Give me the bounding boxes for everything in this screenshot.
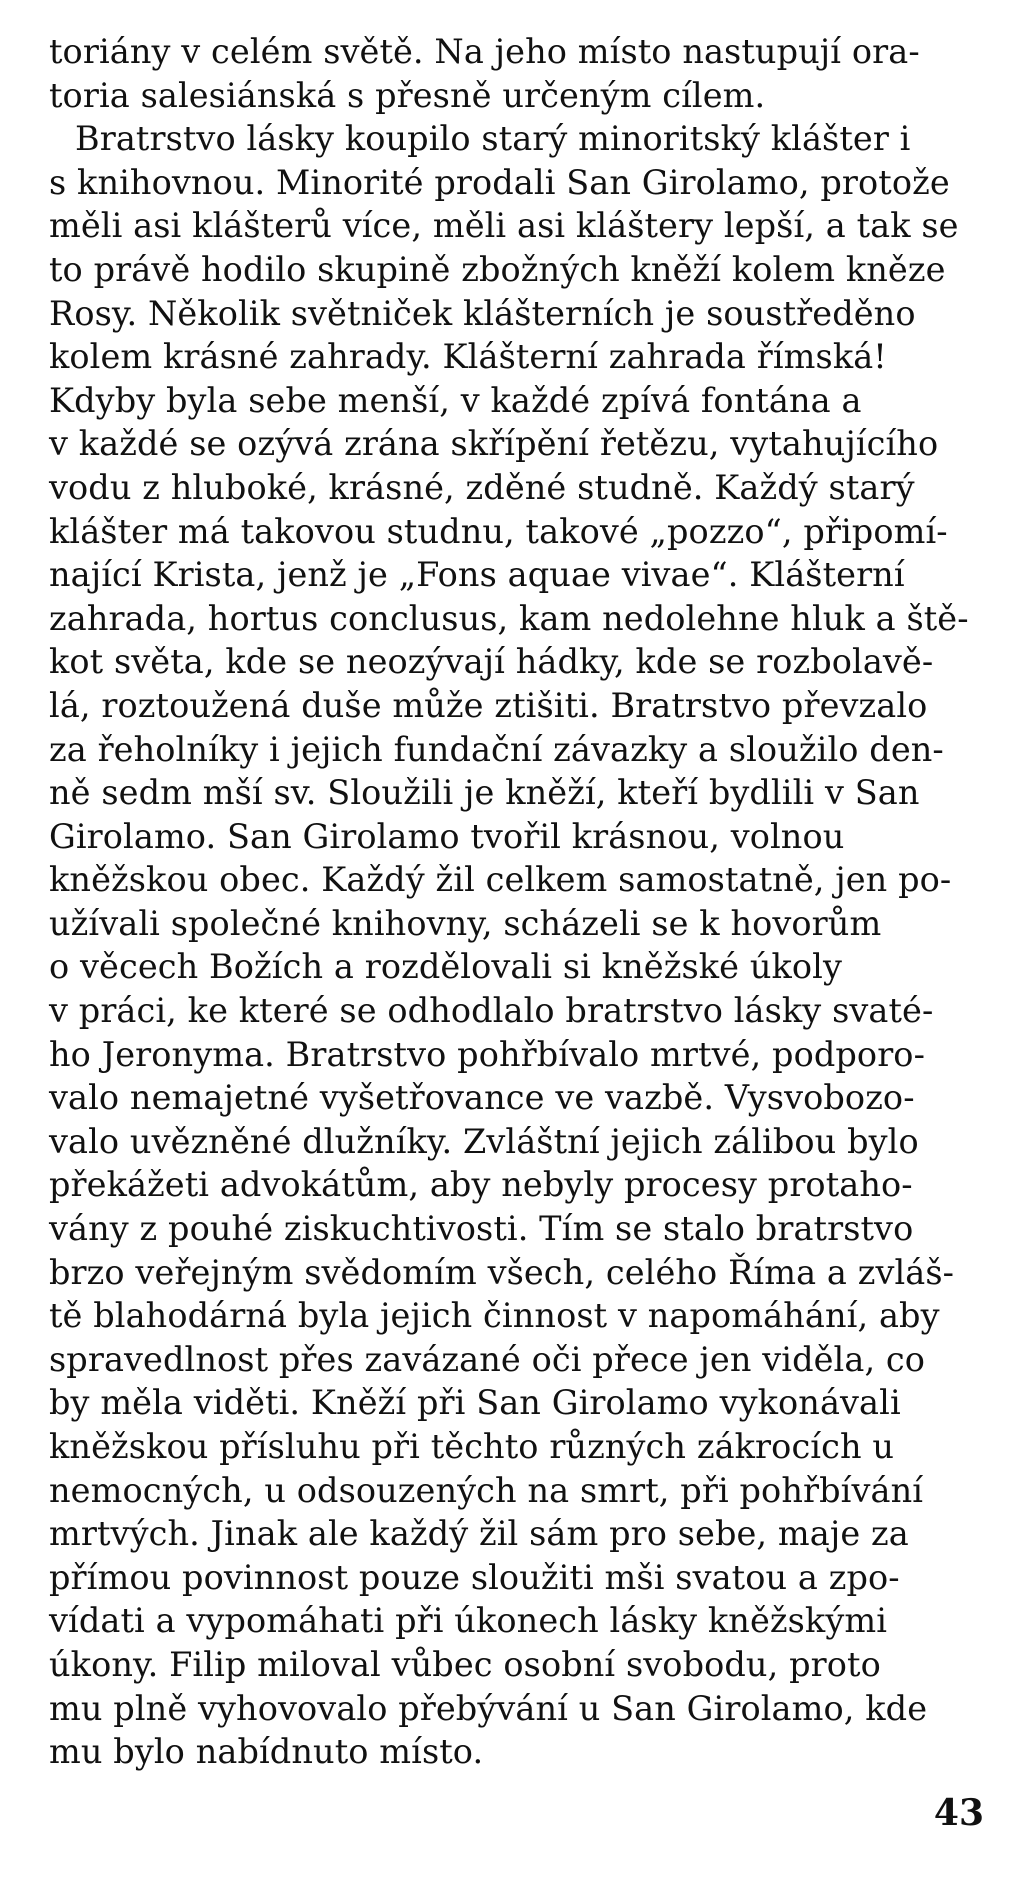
page-number: 43	[933, 1792, 984, 1834]
text-line: vodu z hluboké, krásné, zděné studně. Každý starý	[49, 467, 915, 507]
text-line: nající Krista, jenž je „Fons aquae vivae“. Klášterní	[49, 555, 905, 595]
text-line: tě blahodárná byla jejich činnost v napomáhání, aby	[49, 1296, 940, 1336]
text-line: nemocných, u odsouzených na smrt, při pohřbívání	[49, 1470, 924, 1510]
text-line: v práci, ke které se odhodlalo bratrstvo lásky svaté-	[49, 991, 934, 1031]
text-line: toria salesiánská s přesně určeným cílem.	[49, 75, 766, 115]
text-line: mu bylo nabídnuto místo.	[49, 1732, 484, 1772]
text-line: vány z pouhé ziskuchtivosti. Tím se stalo bratrstvo	[49, 1209, 914, 1249]
text-line: mrtvých. Jinak ale každý žil sám pro sebe, maje za	[49, 1514, 909, 1554]
text-line: brzo veřejným svědomím všech, celého Říma a zvláš-	[49, 1252, 955, 1292]
text-line: by měla viděti. Kněží při San Girolamo vykonávali	[49, 1383, 901, 1423]
text-line: v každé se ozývá zrána skřípění řetězu, vytahujícího	[49, 424, 939, 464]
text-line: za řeholníky i jejich fundační závazky a sloužilo den-	[49, 729, 944, 769]
text-line: mu plně vyhovovalo přebývání u San Girolamo, kde	[49, 1688, 928, 1728]
text-line: s knihovnou. Minorité prodali San Girolamo, protože	[49, 162, 950, 202]
text-line: zahrada, hortus conclusus, kam nedolehne hluk a ště-	[49, 598, 969, 638]
text-line: vídati a vypomáhati při úkonech lásky kněžskými	[49, 1601, 888, 1641]
text-line: Girolamo. San Girolamo tvořil krásnou, volnou	[49, 816, 845, 856]
text-line: kolem krásné zahrady. Klášterní zahrada římská!	[49, 337, 887, 377]
text-line: toriány v celém světě. Na jeho místo nastupují ora-	[49, 32, 920, 71]
text-line: užívali společné knihovny, scházeli se k hovorům	[49, 903, 882, 943]
text-line: překážeti advokátům, aby nebyly procesy protaho-	[49, 1165, 913, 1205]
text-line: valo uvězněné dlužníky. Zvláštní jejich zálibou bylo	[49, 1121, 919, 1161]
text-line: klášter má takovou studnu, takové „pozzo“, připomí-	[49, 511, 948, 551]
text-line: kněžskou obec. Každý žil celkem samostatně, jen po-	[49, 860, 952, 900]
text-line: lá, roztoužená duše může ztišiti. Bratrstvo převzalo	[49, 685, 928, 725]
text-line: měli asi klášterů více, měli asi kláštery lepší, a tak se	[49, 206, 959, 246]
text-line: Rosy. Několik světniček klášterních je soustředěno	[49, 293, 916, 333]
body-text	[49, 30, 979, 1774]
text-line: valo nemajetné vyšetřovance ve vazbě. Vysvobozo-	[49, 1078, 915, 1118]
text-line: ně sedm mší sv. Sloužili je kněží, kteří bydlili v San	[49, 773, 920, 813]
text-line: ho Jeronyma. Bratrstvo pohřbívalo mrtvé, podporo-	[49, 1034, 925, 1074]
text-line: spravedlnost přes zavázané oči přece jen viděla, co	[49, 1339, 926, 1379]
text-line: kněžskou přísluhu při těchto různých zákrocích u	[49, 1427, 895, 1466]
text-line: o věcech Božích a rozdělovali si kněžské úkoly	[49, 947, 843, 987]
text-line: to právě hodilo skupině zbožných kněží kolem kněze	[49, 249, 946, 289]
text-line: úkony. Filip miloval vůbec osobní svobodu, proto	[49, 1644, 881, 1684]
text-line: Bratrstvo lásky koupilo starý minoritský klášter i	[75, 119, 911, 159]
text-line: kot světa, kde se neozývají hádky, kde se rozbolavě-	[49, 642, 934, 682]
text-line: Kdyby byla sebe menší, v každé zpívá fontána a	[49, 380, 862, 420]
text-line: přímou povinnost pouze sloužiti mši svatou a zpo-	[49, 1557, 900, 1597]
